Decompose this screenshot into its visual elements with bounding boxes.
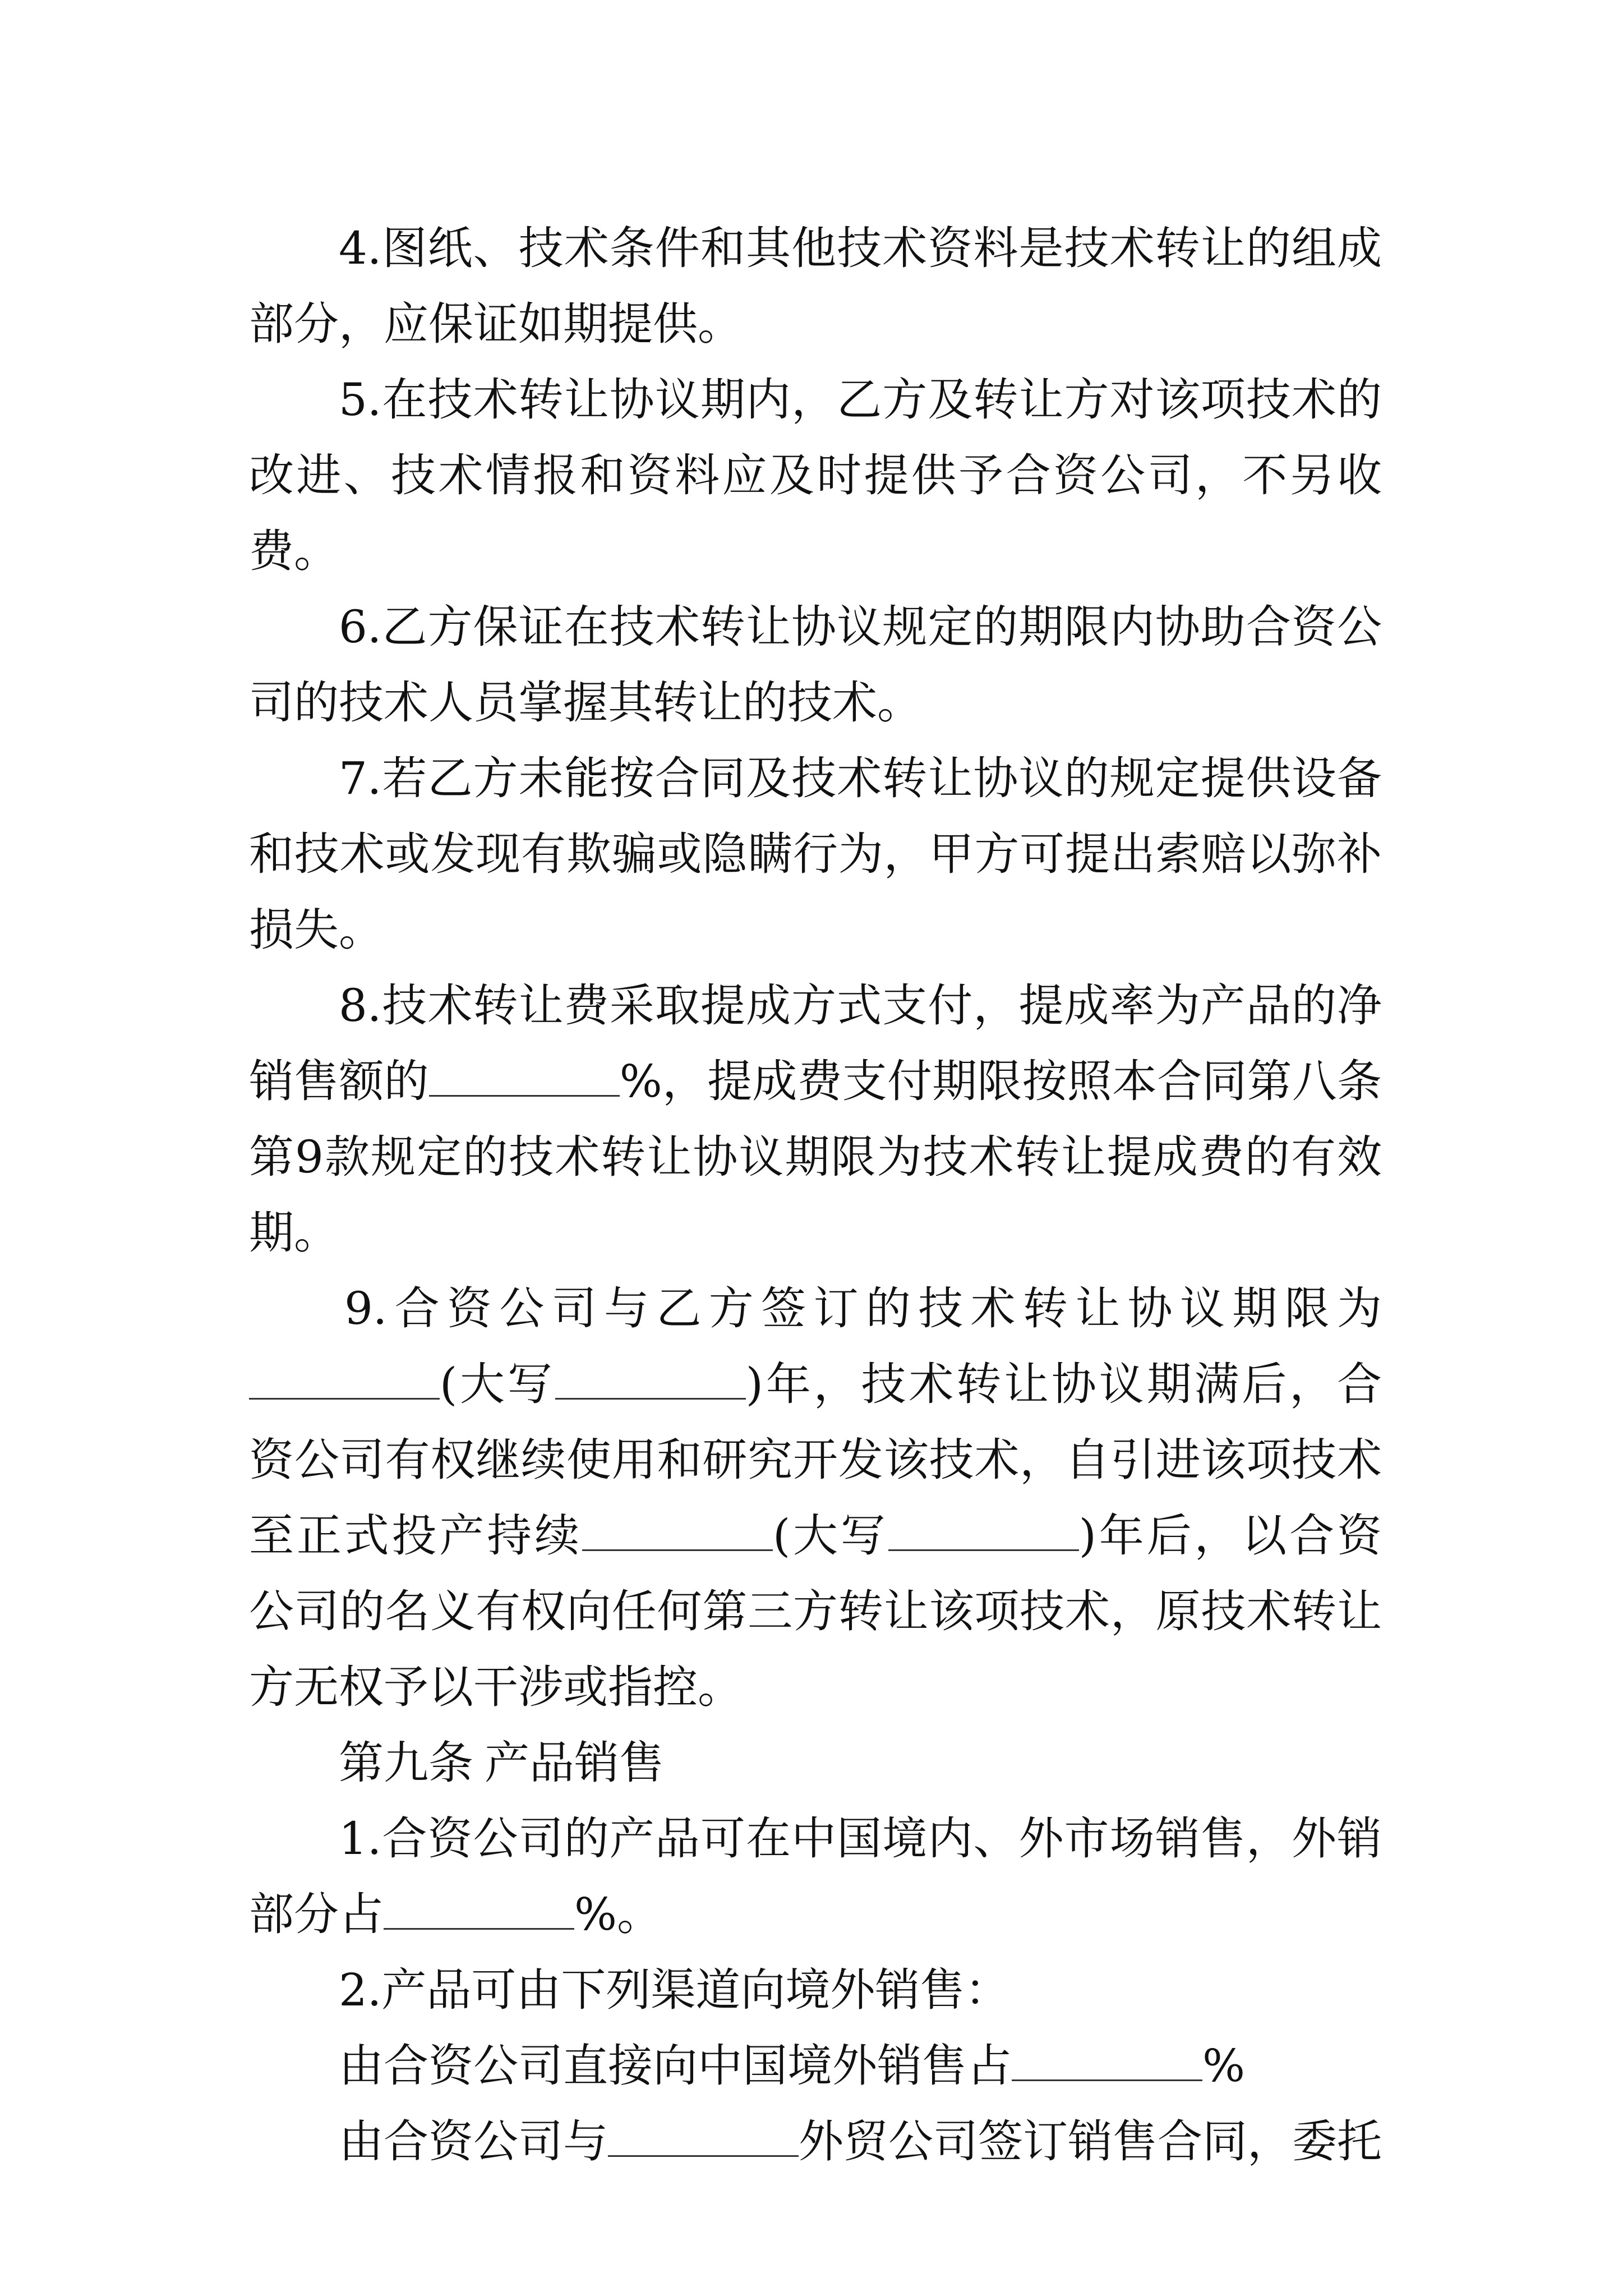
clause-item-6-text: 6.乙方保证在技术转让协议规定的期限内协助合资公司的技术人员掌握其转让的技术。 bbox=[249, 601, 1382, 729]
royalty-rate-blank[interactable] bbox=[429, 1060, 620, 1097]
sales-channel-trade-text: 由合资公司与 bbox=[339, 2115, 608, 2168]
article-9-item-1-text: 1.合资公司的产品可在中国境内、外市场销售，外销部分占 bbox=[249, 1812, 1382, 1940]
clause-item-5-text: 5.在技术转让协议期内，乙方及转让方对该项技术的改进、技术情报和资料应及时提供予合资公司，不另收费。 bbox=[249, 374, 1382, 577]
clause-item-8-text-cont: %，提成费支付期限按照本合同第八条第9款规定的技术转让协议期限为技术转让提成费的有效期。 bbox=[249, 1055, 1382, 1259]
clause-item-6 bbox=[249, 589, 1382, 740]
clause-item-8-text: 8.技术转让费采取提成方式支付，提成率为产品的净销售额的 bbox=[249, 979, 1382, 1107]
article-9-item-1 bbox=[249, 1801, 1382, 1952]
clause-item-9-text-cont: )年，技术转让协议期满后，合资公司有权继续使用和研究开发该技术，自引进该项技术至正式投产持续 bbox=[249, 1358, 1382, 1562]
clause-item-9-capital-label: (大写 bbox=[440, 1358, 555, 1410]
article-9-heading bbox=[249, 1725, 1382, 1801]
clause-item-7 bbox=[249, 740, 1382, 968]
clause-item-4 bbox=[249, 210, 1382, 362]
export-share-blank[interactable] bbox=[384, 1893, 574, 1930]
sales-channel-direct-unit: % bbox=[1202, 2040, 1246, 2092]
article-number: 第九条 bbox=[339, 1737, 473, 1789]
sales-channel-direct bbox=[249, 2028, 1382, 2104]
article-9-item-2-text: 2.产品可由下列渠道向境外销售： bbox=[339, 1964, 1010, 2016]
article-9-item-1-unit: %。 bbox=[574, 1888, 662, 1940]
agreement-term-blank[interactable] bbox=[249, 1363, 440, 1400]
article-9-item-2 bbox=[249, 1952, 1382, 2028]
clause-item-9-capital-label-2: (大写 bbox=[772, 1510, 888, 1562]
trade-company-name-blank[interactable] bbox=[608, 2120, 799, 2157]
clause-item-4-text: 4.图纸、技术条件和其他技术资料是技术转让的组成部分，应保证如期提供。 bbox=[249, 222, 1382, 350]
article-title: 产品销售 bbox=[485, 1737, 664, 1789]
clause-item-8 bbox=[249, 968, 1382, 1271]
sales-channel-direct-text: 由合资公司直接向中国境外销售占 bbox=[339, 2040, 1012, 2092]
production-duration-blank[interactable] bbox=[582, 1515, 773, 1551]
clause-item-7-text: 7.若乙方未能按合同及技术转让协议的规定提供设备和技术或发现有欺骗或隐瞒行为，甲方可提出索赔以弥补损失。 bbox=[249, 752, 1382, 956]
contract-body bbox=[249, 210, 1382, 2179]
sales-channel-trade-text-cont: 外贸公司签订销售合同，委托 bbox=[799, 2115, 1382, 2168]
agreement-term-capital-blank[interactable] bbox=[555, 1363, 746, 1400]
clause-item-9-text: 9.合资公司与乙方签订的技术转让协议期限为 bbox=[344, 1282, 1382, 1335]
clause-item-5 bbox=[249, 362, 1382, 589]
sales-channel-trade-company bbox=[249, 2104, 1382, 2179]
production-duration-capital-blank[interactable] bbox=[888, 1515, 1079, 1551]
clause-item-9-text-end: )年后，以合资公司的名义有权向任何第三方转让该项技术，原技术转让方无权予以干涉或指控。 bbox=[249, 1510, 1382, 1713]
direct-export-share-blank[interactable] bbox=[1012, 2045, 1202, 2081]
clause-item-9 bbox=[249, 1271, 1382, 1725]
